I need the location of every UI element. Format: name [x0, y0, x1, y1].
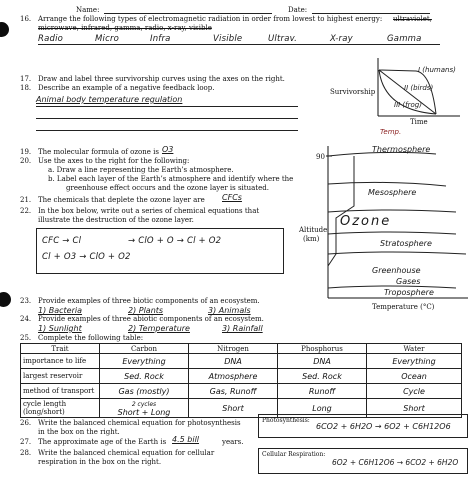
table-cell: Runoff	[278, 384, 367, 399]
q19-number: 19.	[20, 148, 32, 156]
cycle-note: 2 cycles	[131, 400, 157, 408]
trait-line-2: (long/short)	[23, 408, 65, 416]
q18-line-1	[36, 106, 298, 107]
q23-answer-3: 3) Animals	[208, 306, 251, 315]
table-cell: Sed. Rock	[100, 369, 189, 384]
table-row	[21, 384, 462, 399]
survivorship-curve-2-label: II (birds)	[404, 84, 434, 92]
q16-text: Arrange the following types of electromagnetic radiation in order from lowest to highest energy:	[38, 15, 383, 23]
q22-equation-2: → ClO + O → Cl + O2	[128, 236, 222, 246]
punch-hole-top	[0, 22, 9, 37]
name-label: Name:	[76, 6, 100, 14]
table-cell: Long	[278, 399, 367, 418]
table-header-row	[21, 344, 462, 354]
table-row	[21, 369, 462, 384]
q25-table	[20, 343, 462, 418]
q24-answer-2: 2) Temperature	[128, 324, 190, 333]
trait-cell: method of transport	[21, 384, 100, 399]
respiration-label: Cellular Respiration:	[262, 451, 326, 458]
q18-line-3	[36, 130, 298, 131]
q18-line-2	[36, 118, 298, 119]
q26-text-1: Write the balanced chemical equation for photosynthesis	[38, 419, 241, 427]
column-header: Nitrogen	[189, 344, 278, 354]
q27-suffix: years.	[222, 438, 244, 446]
q23-answer-2: 2) Plants	[128, 306, 164, 315]
q21-answer: CFCs	[222, 193, 242, 202]
atmosphere-x-label: Temperature (°C)	[372, 303, 435, 311]
q20-text: Use the axes to the right for the following:	[38, 157, 190, 165]
q20-part-a: a. Draw a line representing the Earth’s atmosphere.	[48, 166, 234, 174]
survivorship-curve-3-label: III (frog)	[394, 101, 422, 109]
q27-number: 27.	[20, 438, 32, 446]
survivorship-y-label: Survivorship	[330, 88, 376, 96]
atmosphere-temp-label: Temp.	[380, 128, 402, 136]
photosynthesis-label: Photosynthesis:	[262, 417, 310, 424]
q27-text: The approximate age of the Earth is	[38, 438, 167, 446]
q16-number: 16.	[20, 15, 32, 23]
trait-cell: largest reservoir	[21, 369, 100, 384]
survivorship-x-label: Time	[410, 118, 428, 126]
table-cell: Short	[189, 399, 278, 418]
atmosphere-layer-thermosphere: Thermosphere	[372, 145, 431, 154]
q21-text: The chemicals that deplete the ozone layer are	[38, 196, 205, 204]
trait-line-1: cycle length	[23, 400, 67, 408]
q16-options-a: ultraviolet,	[393, 15, 432, 23]
q22-answer-box	[36, 228, 284, 274]
atmosphere-layer-greenhouse: Greenhouse	[372, 266, 421, 275]
q17-number: 17.	[20, 75, 32, 83]
q20-part-b-2: greenhouse effect occurs and the ozone layer is situated.	[66, 184, 269, 192]
table-cell: DNA	[278, 354, 367, 369]
column-header: Water	[367, 344, 462, 354]
q19-text: The molecular formula of ozone is	[38, 148, 159, 156]
q24-number: 24.	[20, 315, 32, 323]
atmosphere-layer-stratosphere: Stratosphere	[380, 239, 432, 248]
table-cell: Gas (mostly)	[100, 384, 189, 399]
table-cell: Ocean	[367, 369, 462, 384]
column-header: Trait	[21, 344, 100, 354]
table-cell: Everything	[367, 354, 462, 369]
q16-options-b: microwave, infrared, gamma, radio, x-ray, visible	[38, 24, 212, 32]
q16-answer-1: Radio	[38, 34, 64, 44]
q28-text-1: Write the balanced chemical equation for cellular	[38, 449, 215, 457]
q18-answer: Animal body temperature regulation	[36, 95, 183, 104]
respiration-equation: 6O2 + C6H12O6 → 6CO2 + 6H2O	[332, 458, 459, 467]
q21-number: 21.	[20, 196, 32, 204]
q26-number: 26.	[20, 419, 32, 427]
q16-answer-7: Gamma	[387, 34, 422, 44]
trait-cell: importance to life	[21, 354, 100, 369]
photosynthesis-equation: 6CO2 + 6H2O → 6O2 + C6H12O6	[316, 422, 451, 431]
table-cell: Cycle	[367, 384, 462, 399]
atmosphere-layer-gases: Gases	[396, 277, 421, 286]
survivorship-curve-1-label: I (humans)	[418, 66, 456, 74]
table-cell: Atmosphere	[189, 369, 278, 384]
q22-equation-1: CFC → Cl	[42, 236, 82, 246]
q25-number: 25.	[20, 334, 32, 342]
q16-answer-4: Visible	[213, 34, 243, 44]
q26-text-2: in the box on the right.	[38, 428, 120, 436]
q16-answer-5: Ultrav.	[268, 34, 298, 44]
q24-answer-1: 1) Sunlight	[38, 324, 82, 333]
q24-answer-3: 3) Rainfall	[222, 324, 263, 333]
q25-text: Complete the following table:	[38, 334, 144, 342]
table-cell: Gas, Runoff	[189, 384, 278, 399]
table-cell: Sed. Rock	[278, 369, 367, 384]
q16-answer-6: X-ray	[330, 34, 353, 44]
cycle-value: Short + Long	[117, 407, 171, 417]
q24-text: Provide examples of three abiotic components of an ecosystem.	[38, 315, 264, 323]
q17-text: Draw and label three survivorship curves using the axes on the right.	[38, 75, 285, 83]
atmosphere-layer-ozone: Ozone	[340, 214, 392, 229]
q19-answer: O3	[162, 145, 174, 154]
table-cell: Everything	[100, 354, 189, 369]
q23-text: Provide examples of three biotic components of an ecosystem.	[38, 297, 260, 305]
trait-cell	[21, 399, 100, 418]
q20-number: 20.	[20, 157, 32, 165]
column-header: Phosphorus	[278, 344, 367, 354]
q27-answer: 4.5 bill	[172, 435, 200, 444]
table-row	[21, 354, 462, 369]
q16-answer-line	[38, 44, 440, 45]
name-field[interactable]	[104, 13, 272, 14]
q23-answer-1: 1) Bacteria	[38, 306, 83, 315]
atmosphere-y-label-2: (km)	[303, 235, 320, 243]
table-cell: DNA	[189, 354, 278, 369]
punch-hole-bottom	[0, 292, 11, 307]
column-header: Carbon	[100, 344, 189, 354]
date-field[interactable]	[312, 13, 430, 14]
q16-answer-3: Infra	[150, 34, 171, 44]
q22-text-2: illustrate the destruction of the ozone layer.	[38, 216, 194, 224]
table-cell: Short	[367, 399, 462, 418]
q28-number: 28.	[20, 449, 32, 457]
atmosphere-y-tick-90: 90	[316, 153, 325, 161]
atmosphere-y-label-1: Altitude	[299, 226, 328, 234]
atmosphere-layer-troposphere: Troposphere	[384, 288, 434, 297]
q23-number: 23.	[20, 297, 32, 305]
q22-text-1: In the box below, write out a series of chemical equations that	[38, 207, 260, 215]
date-label: Date:	[288, 6, 308, 14]
table-cell	[100, 399, 189, 418]
q20-part-b-1: b. Label each layer of the Earth’s atmosphere and identify where the	[48, 175, 294, 183]
q18-number: 18.	[20, 84, 32, 92]
q16-answer-2: Micro	[95, 34, 120, 44]
q22-number: 22.	[20, 207, 32, 215]
q18-text: Describe an example of a negative feedback loop.	[38, 84, 215, 92]
q28-text-2: respiration in the box on the right.	[38, 458, 162, 466]
atmosphere-layer-mesosphere: Mesosphere	[368, 188, 417, 197]
q22-equation-3: Cl + O3 → ClO + O2	[42, 252, 131, 262]
